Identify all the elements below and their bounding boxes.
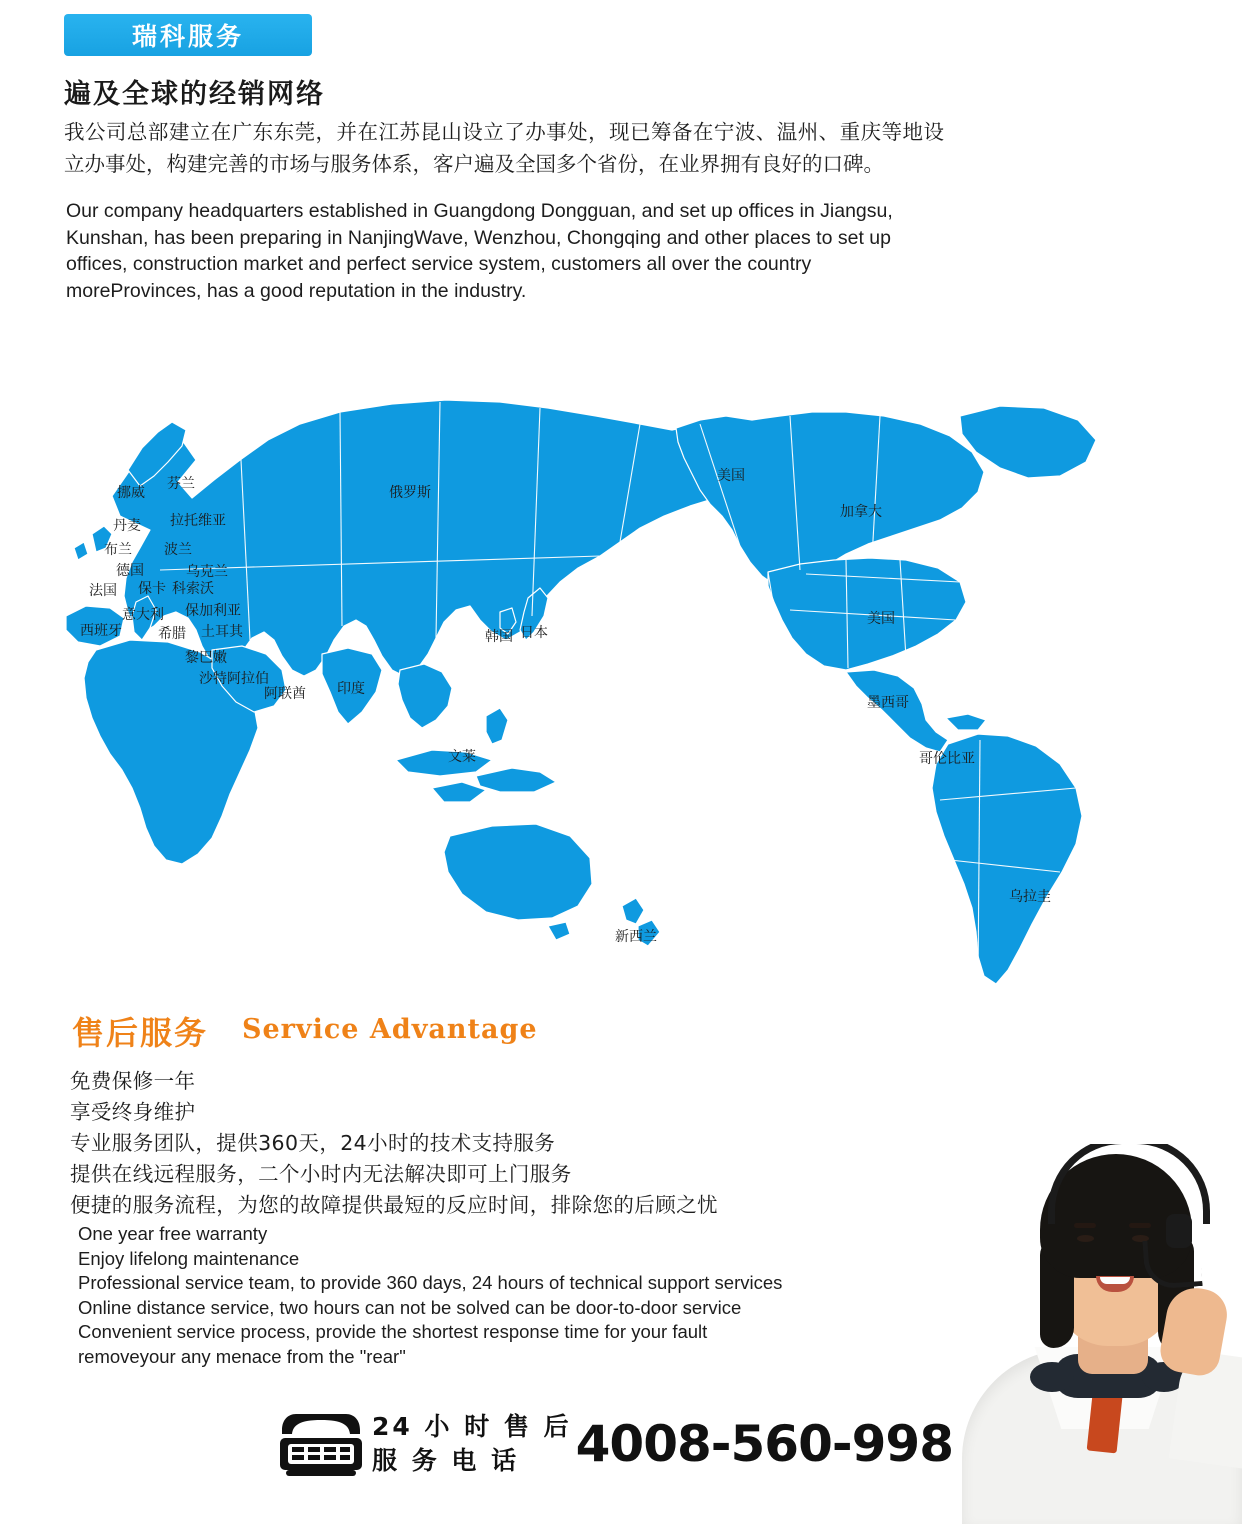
network-paragraph-en: Our company headquarters established in Guangdong Dongguan, and set up offices in Jiangsu, Kunshan, has been preparing in NanjingWave, Wenzhou, Chongqing and other places to set up offices, construction market and perfect service system, customers all over the country moreProvinces, has a good reputation in the industry. [66,200,893,302]
map-label: 希腊 [158,626,186,642]
badge-label: 瑞科服务 [131,22,244,51]
map-label: 俄罗斯 [389,485,431,501]
operator-photo [952,1144,1242,1524]
service-advantage-title-en: Service Advantage [242,1014,538,1045]
list-item: 免费保修一年 [70,1069,196,1093]
map-label: 美国 [867,611,895,627]
list-item: Online distance service, two hours can not be solved can be door-to-door service [78,1296,742,1318]
section-badge [64,14,312,56]
map-label: 拉托维亚 [170,513,226,529]
map-label: 乌拉圭 [1009,889,1051,905]
map-label: 芬兰 [167,476,195,492]
headset-icon [1048,1144,1210,1224]
map-label: 文莱 [448,749,476,765]
hotline-line2: 服 务 电 话 [372,1446,520,1475]
service-advantage-title-cn: 售后服务 [72,1014,209,1052]
map-label: 波兰 [164,542,192,558]
telephone-icon [278,1408,364,1480]
list-item: Professional service team, to provide 360 days, 24 hours of technical support services [78,1272,783,1293]
service-advantage-list-cn [70,1066,970,1221]
map-label: 挪威 [117,485,145,501]
map-label: 日本 [520,625,548,641]
map-label: 丹麦 [113,518,141,534]
map-label: 韩国 [485,629,513,645]
hotline [278,1408,953,1480]
map-label: 阿联酋 [264,686,306,702]
list-item: 便捷的服务流程，为您的故障提供最短的反应时间，排除您的后顾之忧 [70,1193,718,1217]
list-item: Convenient service process, provide the shortest response time for your fault [78,1321,708,1342]
map-label: 意大利 [122,607,164,623]
service-advantage-list-en [78,1222,918,1369]
map-label: 黎巴嫩 [185,650,227,666]
list-item: 提供在线远程服务，二个小时内无法解决即可上门服务 [70,1162,572,1186]
map-label: 美国 [717,468,745,484]
map-label: 保卡 [138,581,166,597]
hotline-line1: 24 小 时 售 后 [372,1412,572,1441]
map-label: 加拿大 [840,504,882,520]
map-label: 西班牙 [80,623,122,639]
map-label: 印度 [337,681,365,697]
map-label: 沙特阿拉伯 [199,671,269,687]
map-label: 土耳其 [201,624,243,640]
operator-eye-left [1077,1235,1094,1242]
list-item: 专业服务团队，提供360天，24小时的技术支持服务 [70,1131,556,1155]
map-label: 法国 [89,583,117,599]
network-paragraph-cn: 我公司总部建立在广东东莞，并在江苏昆山设立了办事处，现已筹备在宁波、温州、重庆等地设立办事处，构建完善的市场与服务体系，客户遍及全国多个省份，在业界拥有良好的口碑。 [64,120,944,176]
list-item: 享受终身维护 [70,1100,196,1124]
map-label: 墨西哥 [867,695,909,711]
map-label: 保加利亚 [185,603,241,619]
network-heading-cn: 遍及全球的经销网络 [64,79,325,110]
list-item: One year free warranty [78,1223,268,1244]
map-label: 布兰 [104,542,132,558]
map-label: 科索沃 [172,581,214,597]
world-map [0,320,1242,1010]
map-label: 新西兰 [615,929,657,945]
list-item: removeyour any menace from the "rear" [78,1345,406,1367]
hotline-number: 4008-560-998 [575,1415,954,1473]
list-item: Enjoy lifelong maintenance [78,1247,300,1269]
map-label: 乌克兰 [186,564,228,580]
map-label: 德国 [116,563,144,579]
map-label: 哥伦比亚 [919,751,975,767]
